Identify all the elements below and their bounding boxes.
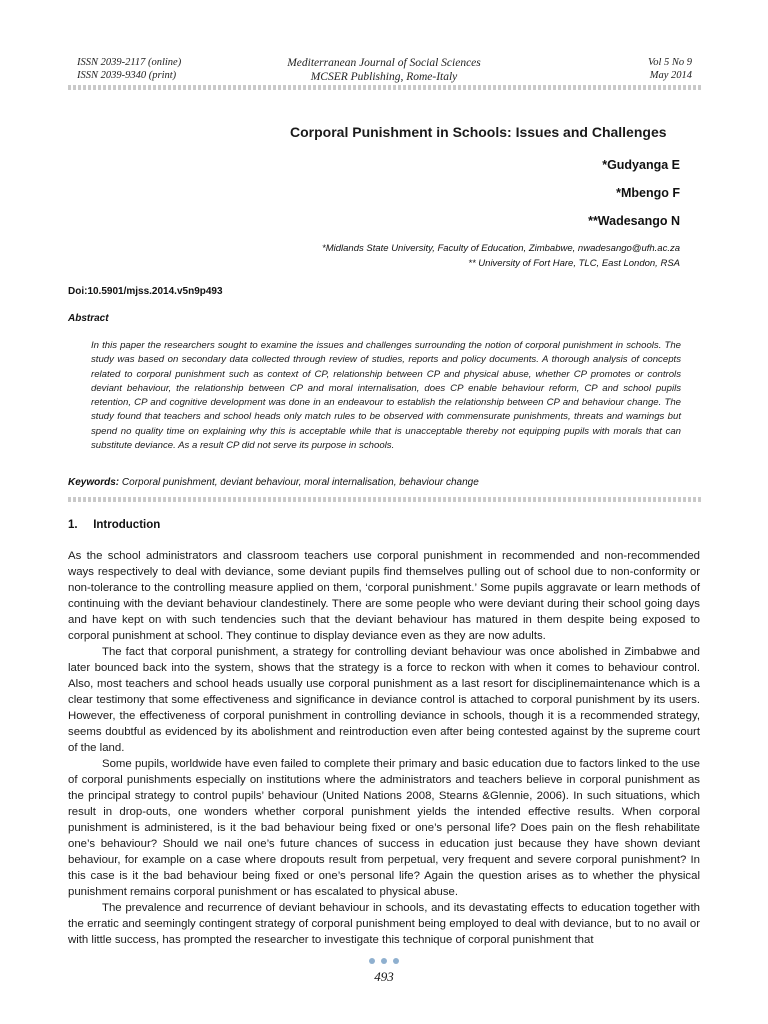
abstract-text: In this paper the researchers sought to examine the issues and challenges surrounding the notion of corporal punishment in schools. The study was based on secondary data collected through review of studies, reports and policy documents. A thorough analysis of concepts related to corporal punishment such as context of CP, relationship between CP and physical abuse, whether CP promotes or controls deviant behaviour, the relationship between CP and moral internalisation, does CP enable behaviour reform, CP and school pupils retention, CP and cognitive development was done in an endeavour to establish the relationship between CP and behaviour change. The study found that teachers and school heads only match rules to be observed with commensurate punishments, threats and warnings but spend no quality time on explaining why this is acceptable while that is unacceptable thereby not equipping pupils with morals that can substitute deviance. As a result CP did not serve its purpose in schools. — [91, 340, 681, 452]
volume-block — [648, 56, 692, 82]
author-1: *Gudyanga E — [602, 158, 680, 172]
keywords-label: Keywords: — [68, 477, 120, 488]
paragraph: The fact that corporal punishment, a strategy for controlling deviant behaviour was once abolished in Zimbabwe and later bounced back into the system, shows that the strategy is a force to reckon with when it comes to behaviour control. Also, most teachers and school heads usually use corporal punishment as a last resort for disciplinemaintenance which is a clear testimony that some effectiveness and significance in deviance control is attached to corporal punishment by its users. However, the effectiveness of corporal punishment in controlling deviance in schools, though it is a recommended strategy, seems doubtful as evidenced by its abolishment and reintroduction even after being contested against by the supreme court of the land. — [68, 646, 700, 754]
issn-online: ISSN 2039-2117 (online) — [77, 57, 182, 68]
paragraph: Some pupils, worldwide have even failed to complete their primary and basic education due to factors linked to the use of corporal punishments especially on institutions where the administrators and teachers believe in corporal punishment as the principal strategy to control pupils’ behaviour (United Nations 2008, Stearns &Glennie, 2006). In such situations, which result in drop-outs, one wonders whether corporal punishment yields the intended effective results. When corporal punishment is administered, is it the bad behaviour being fixed or one’s personal life? Does pain on the flesh rehabilitate one’s behaviour? Should we nail one’s future chances of success in education just because they have shown deviant behaviour, for example on a case where dropouts result from perpetual, very frequent and severe corporal punishment? In this case is it the bad behaviour being fixed or one’s personal life? Again the question arises as to whether the physical punishment remains corporal punishment or has escalated to physical abuse. — [68, 758, 700, 898]
journal-name: Mediterranean Journal of Social Sciences — [287, 57, 481, 69]
volume: Vol 5 No 9 — [647, 57, 692, 68]
header-divider — [68, 85, 702, 90]
publisher: MCSER Publishing, Rome-Italy — [310, 71, 458, 83]
paragraph: The prevalence and recurrence of deviant behaviour in schools, and its devastating effects to education together with the erratic and seemingly contingent strategy of corporal punishment being employed to deal with deviance, but to no avail or with little success, has prompted the researcher to investigate this technique of corporal punishment that — [68, 902, 700, 946]
affiliation-2: ** University of Fort Hare, TLC, East London, RSA — [468, 258, 680, 269]
ornament-dot — [369, 958, 375, 964]
page-number: 493 — [374, 969, 394, 984]
abstract-divider — [68, 497, 702, 502]
issue-date: May 2014 — [649, 70, 692, 81]
author-3: **Wadesango N — [588, 214, 680, 228]
section-number: 1. — [68, 519, 78, 531]
paragraph: As the school administrators and classroom teachers use corporal punishment in recommended and non-recommended ways respectively to deal with deviance, some deviant pupils find themselves pulling out of school due to non-conformity or non-tolerance to the controlling measure applied on them, ‘corporal punishment.’ Some pupils aggravate or learn methods of continuing with the deviant behaviour clandestinely. There are some people who were deviant during their school going days and have kept on with such tendencies such that the deviant behaviour has matured in them despite being exposed to corporal punishment at school. They continue to display deviance even as they are now adults. — [68, 550, 700, 642]
abstract-heading: Abstract — [68, 313, 109, 324]
page-ornament — [0, 958, 768, 964]
ornament-dot — [393, 958, 399, 964]
keywords-text: Corporal punishment, deviant behaviour, moral internalisation, behaviour change — [121, 477, 479, 488]
body-text — [68, 548, 700, 948]
doi: Doi:10.5901/mjss.2014.v5n9p493 — [68, 286, 223, 297]
section-heading — [68, 519, 160, 531]
affiliation-1: *Midlands State University, Faculty of Education, Zimbabwe, nwadesango@ufh.ac.za — [322, 243, 680, 254]
issn-print: ISSN 2039-9340 (print) — [77, 70, 177, 81]
paper-title: Corporal Punishment in Schools: Issues and Challenges — [290, 124, 667, 140]
ornament-dot — [381, 958, 387, 964]
section-title: Introduction — [93, 519, 161, 531]
keywords-line — [68, 477, 688, 488]
author-2: *Mbengo F — [616, 186, 680, 200]
